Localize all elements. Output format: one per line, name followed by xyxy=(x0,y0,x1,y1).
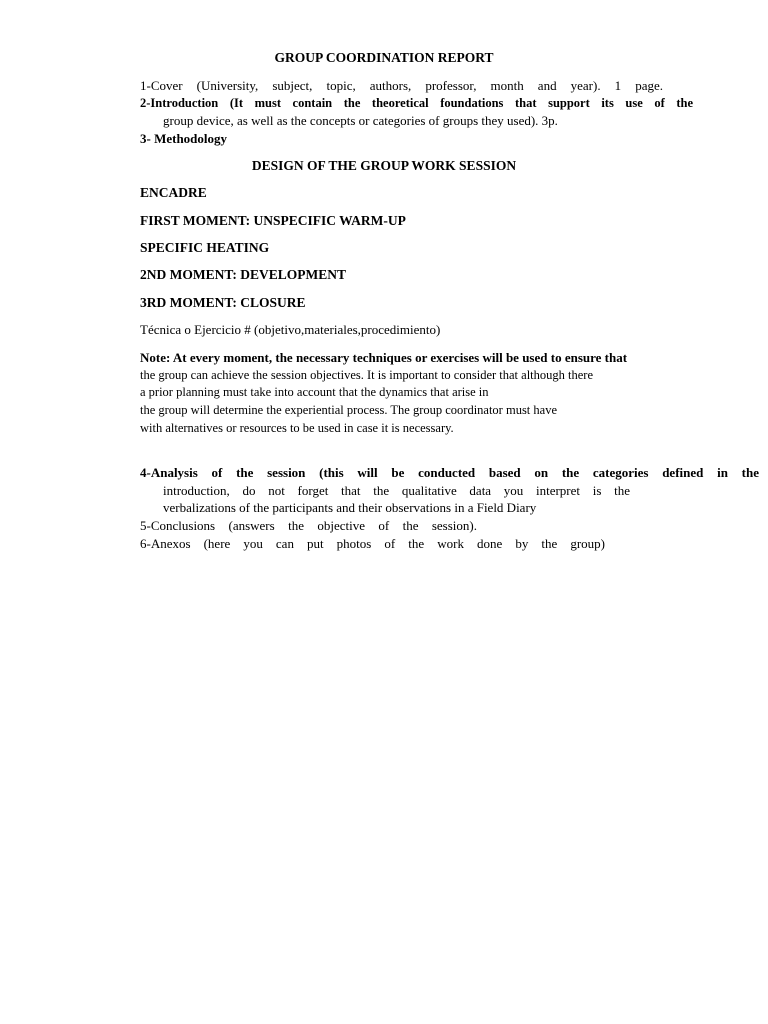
note-line: the group can achieve the session objectives. It is important to consider that although there xyxy=(140,368,593,382)
item-analysis-cont: verbalizations of the participants and their observations in a Field Diary xyxy=(163,500,537,515)
note-bold: Note: At every moment, the necessary techniques or exercises will be used to ensure that xyxy=(140,350,628,365)
note-line: the group will determine the experiential process. The group coordinator must have xyxy=(140,403,558,417)
item-annexes: 6-Anexos (here you can put photos of the work done by the group) xyxy=(140,536,605,551)
session-title: DESIGN OF THE GROUP WORK SESSION xyxy=(251,158,517,173)
heading-second-moment: 2ND MOMENT: DEVELOPMENT xyxy=(140,267,346,282)
heading-first-moment: FIRST MOMENT: UNSPECIFIC WARM-UP xyxy=(140,213,406,228)
note-line: with alternatives or resources to be used in case it is necessary. xyxy=(140,421,454,435)
report-title: GROUP COORDINATION REPORT xyxy=(274,50,494,65)
heading-specific-heating: SPECIFIC HEATING xyxy=(140,240,270,255)
heading-encadre: ENCADRE xyxy=(140,185,207,200)
item-analysis-cont: introduction, do not forget that the qualitative data you interpret is the xyxy=(163,483,630,498)
item-analysis: 4-Analysis of the session (this will be conducted based on the categories defined in the xyxy=(140,465,759,480)
item-methodology: 3- Methodology xyxy=(140,131,228,146)
item-introduction: 2-Introduction (It must contain the theoretical foundations that support its use of the xyxy=(140,96,693,110)
heading-third-moment: 3RD MOMENT: CLOSURE xyxy=(140,295,306,310)
item-conclusions: 5-Conclusions (answers the objective of the session). xyxy=(140,518,477,533)
technique-line: Técnica o Ejercicio # (objetivo,materiales,procedimiento) xyxy=(140,322,441,337)
note-line: a prior planning must take into account that the dynamics that arise in xyxy=(140,385,489,399)
item-cover: 1-Cover (University, subject, topic, authors, professor, month and year). 1 page. xyxy=(140,78,663,93)
item-introduction-cont: group device, as well as the concepts or categories of groups they used). 3p. xyxy=(163,113,558,128)
